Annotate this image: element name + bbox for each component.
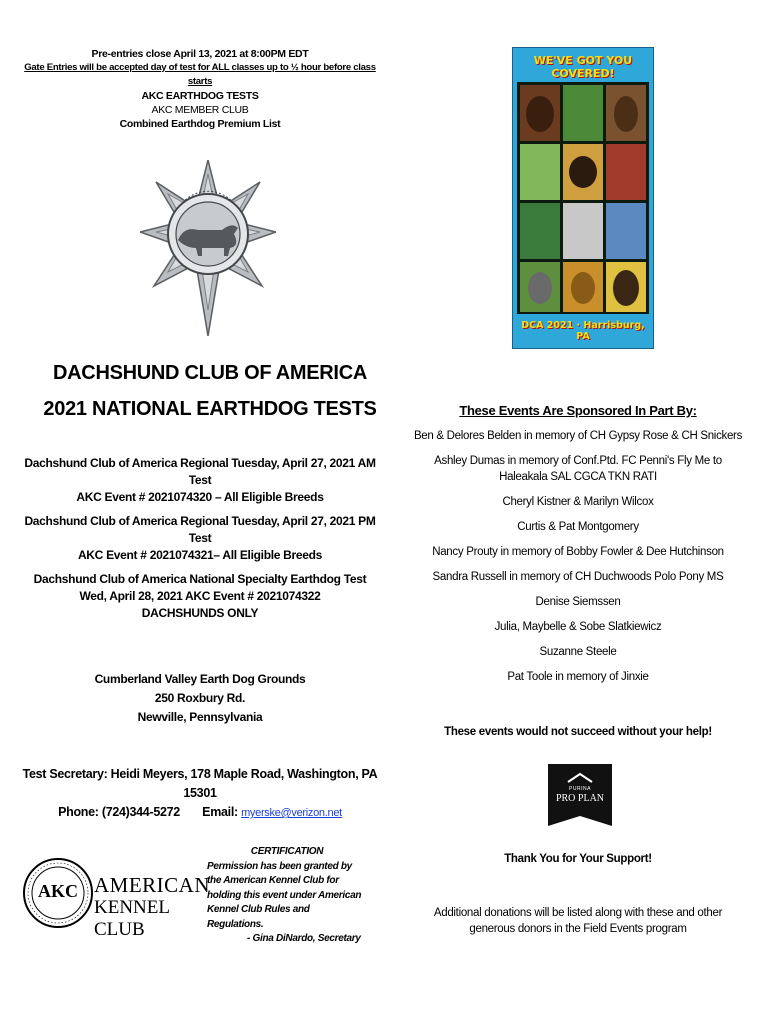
akc-earthdog-tests: AKC EARTHDOG TESTS: [141, 90, 259, 102]
dca-2021-poster: [512, 47, 654, 349]
event-am-test: [20, 455, 380, 506]
gate-entries-note: Gate Entries will be accepted day of test for ALL classes up to ½ hour before class starts: [24, 62, 376, 87]
list-item: Sandra Russell in memory of CH Duchwoods Polo Pony MS: [432, 571, 724, 583]
event-am-line1: Dachshund Club of America Regional Tuesday, April 27, 2021 AM Test: [24, 456, 376, 487]
secretary-line: Test Secretary: Heidi Meyers, 178 Maple Road, Washington, PA 15301: [22, 767, 378, 800]
premium-header: [20, 47, 380, 131]
list-item: Denise Siemssen: [535, 596, 621, 608]
poster-footer: DCA 2021 · Harrisburg, PA: [521, 320, 645, 342]
akc-member-club: AKC MEMBER CLUB: [151, 104, 249, 116]
purina-proplan-logo: [548, 764, 612, 826]
certification-signature: - Gina DiNardo, Secretary: [247, 933, 361, 944]
test-secretary: [20, 765, 380, 823]
akc-wordmark-line2: KENNEL CLUB: [94, 897, 170, 940]
pre-entries-close: Pre-entries close April 13, 2021 at 8:00PM EDT: [91, 48, 309, 60]
event-ns-line2: Wed, April 28, 2021 AKC Event # 2021074322: [79, 589, 321, 603]
akc-wordmark-line1: AMERICAN: [94, 873, 211, 897]
proplan-label: PRO PLAN: [555, 793, 605, 804]
grounds-city: Newville, Pennsylvania: [137, 710, 263, 724]
certification-body: Permission has been granted by the American Kennel Club for holding this event under American Kennel Club Rules and Regulations.: [207, 860, 362, 930]
grounds-name: Cumberland Valley Earth Dog Grounds: [94, 672, 306, 686]
dca-star-emblem: [140, 160, 276, 336]
list-item: Pat Toole in memory of Jinxie: [507, 671, 649, 683]
list-item: Cheryl Kistner & Marilyn Wilcox: [502, 496, 654, 508]
akc-logo: [22, 843, 211, 943]
event-pm-test: [20, 513, 380, 564]
list-item: Ashley Dumas in memory of Conf.Ptd. FC Penni's Fly Me to Haleakala SAL CGCA TKN RATI: [434, 455, 722, 483]
event-ns-line3: DACHSHUNDS ONLY: [141, 606, 259, 620]
secretary-contact: [20, 803, 380, 823]
list-item: Curtis & Pat Montgomery: [517, 521, 639, 533]
purina-label: PURINA: [569, 786, 591, 792]
support-message: These events would not succeed without your help!: [444, 726, 712, 738]
event-title: 2021 NATIONAL EARTHDOG TESTS: [43, 398, 377, 420]
secretary-phone: Phone: (724)344-5272: [58, 805, 180, 819]
poster-banner: WE'VE GOT YOU COVERED!: [533, 54, 633, 80]
thank-you-message: Thank You for Your Support!: [504, 853, 652, 865]
event-am-line2: AKC Event # 2021074320 – All Eligible Breeds: [76, 490, 324, 504]
event-location: [20, 670, 380, 727]
sponsors-heading: These Events Are Sponsored In Part By:: [459, 403, 697, 418]
list-item: Ben & Delores Belden in memory of CH Gypsy Rose & CH Snickers: [413, 430, 743, 442]
email-label: Email:: [202, 805, 238, 819]
premium-list-label: Combined Earthdog Premium List: [119, 118, 281, 130]
list-item: Julia, Maybelle & Sobe Slatkiewicz: [494, 621, 662, 633]
grounds-street: 250 Roxbury Rd.: [154, 691, 246, 705]
certification-block: [207, 845, 367, 947]
additional-donations-note: Additional donations will be listed along with these and other generous donors in the Field Events program: [433, 907, 723, 935]
list-item: Nancy Prouty in memory of Bobby Fowler & Dee Hutchinson: [432, 546, 724, 558]
club-title: DACHSHUND CLUB OF AMERICA: [53, 362, 367, 384]
event-ns-line1: Dachshund Club of America National Specialty Earthdog Test: [33, 572, 367, 586]
event-national-specialty: [20, 571, 380, 622]
event-pm-line1: Dachshund Club of America Regional Tuesday, April 27, 2021 PM Test: [24, 514, 376, 545]
akc-seal-letters: AKC: [38, 881, 78, 901]
certification-heading: CERTIFICATION: [250, 846, 324, 857]
list-item: Suzanne Steele: [539, 646, 617, 658]
secretary-email-link[interactable]: myerske@verizon.net: [241, 807, 342, 819]
event-pm-line2: AKC Event # 2021074321– All Eligible Breeds: [77, 548, 323, 562]
sponsor-list: [410, 428, 746, 694]
